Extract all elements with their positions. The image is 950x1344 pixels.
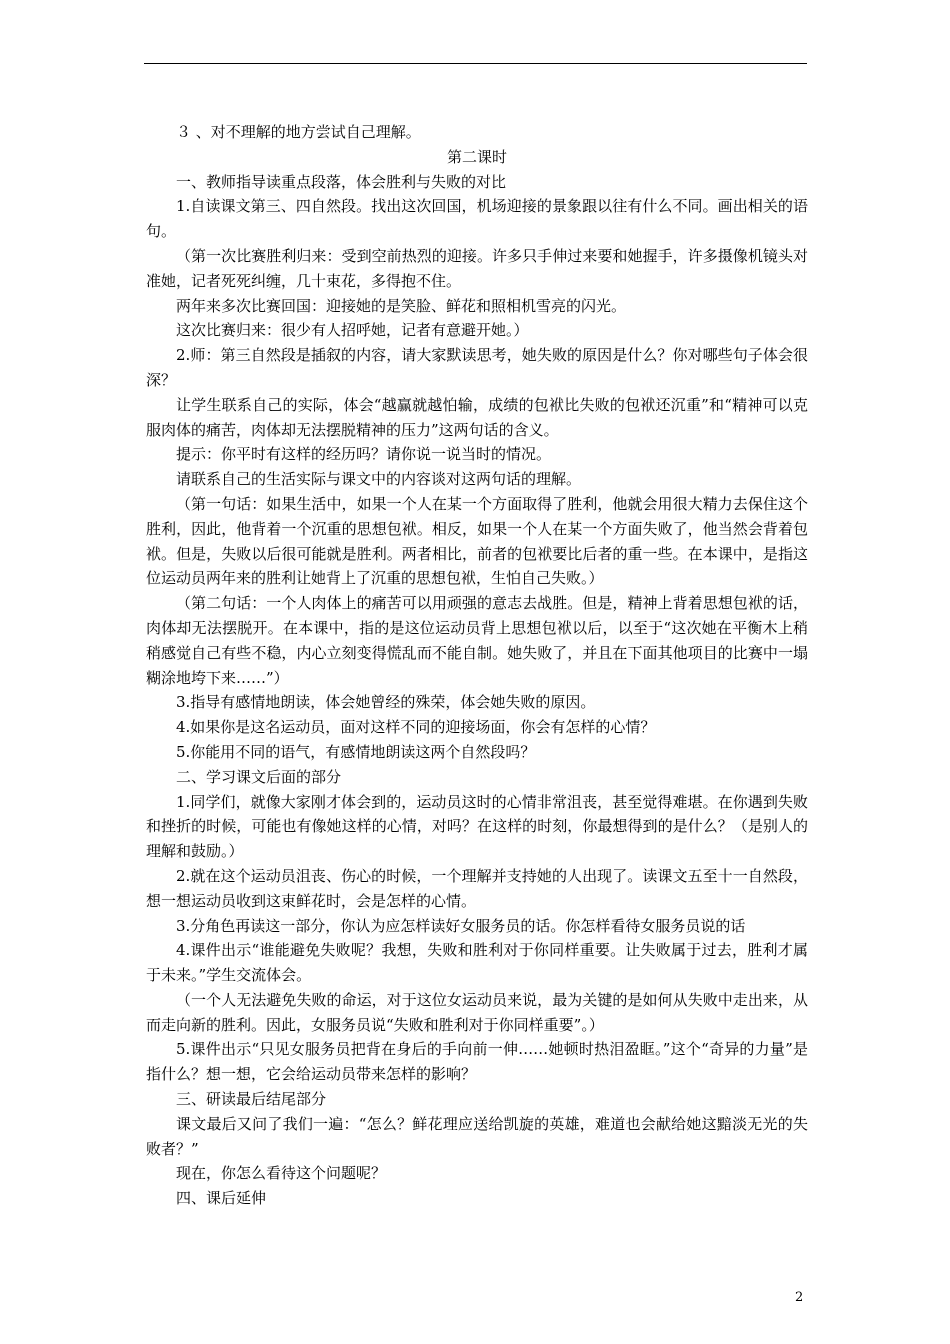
paragraph: 5.课件出示“只见女服务员把背在身后的手向前一伸……她顿时热泪盈眶。”这个“奇异的力量”是指什么？想一想，它会给运动员带来怎样的影响？ xyxy=(146,1040,808,1084)
paragraph: 让学生联系自己的实际，体会“越赢就越怕输，成绩的包袱比失败的包袱还沉重”和“精神可以克服肉体的痛苦，肉体却无法摆脱精神的压力”这两句话的含义。 xyxy=(146,395,808,439)
page-number: 2 xyxy=(795,1290,804,1305)
heading-part-4: 四、课后延伸 xyxy=(176,1189,267,1208)
paragraph: （第一句话：如果生活中，如果一个人在某一个方面取得了胜利，他就会用很大精力去保住这个胜利，因此，他背着一个沉重的思想包袱。相反，如果一个人在某一个方面失败了，他当然会背着包袱。但是，失败以后很可能就是胜利。两者相比，前者的包袱要比后者的重一些。在本课中，是指这位运动员两年来的胜利让她背上了沉重的思想包袱，生怕自己失败。） xyxy=(146,494,808,588)
paragraph: （第二句话：一个人肉体上的痛苦可以用顽强的意志去战胜。但是，精神上背着思想包袱的话，肉体却无法摆脱开。在本课中，指的是这位运动员背上思想包袱以后，以至于“这次她在平衡木上稍稍感觉自己有些不稳，内心立刻变得慌乱而不能自制。她失败了，并且在下面其他项目的比赛中一塌糊涂地垮下来……”） xyxy=(146,594,808,687)
paragraph: 4.课件出示“谁能避免失败呢？我想，失败和胜利对于你同样重要。让失败属于过去，胜利才属于未来。”学生交流体会。 xyxy=(146,941,808,985)
paragraph: 请联系自己的生活实际与课文中的内容谈对这两句话的理解。 xyxy=(176,470,582,489)
heading-part-2: 二、学习课文后面的部分 xyxy=(176,767,342,786)
paragraph: 2.师：第三自然段是插叙的内容，请大家默读思考，她失败的原因是什么？你对哪些句子体会很深？ xyxy=(146,346,808,389)
paragraph: 这次比赛归来：很少有人招呼她，记者有意避开她。） xyxy=(176,321,529,340)
heading-part-1: 一、教师指导读重点段落，体会胜利与失败的对比 xyxy=(176,172,507,191)
paragraph: （第一次比赛胜利归来：受到空前热烈的迎接。许多只手伸过来要和她握手，许多摄像机镜头对准她，记者死死纠缠，几十束花，多得抱不住。 xyxy=(146,246,808,290)
paragraph: 1.自读课文第三、四自然段。找出这次回国，机场迎接的景象跟以往有什么不同。画出相关的语句。 xyxy=(146,197,808,241)
document-body xyxy=(146,120,808,1211)
paragraph: 提示：你平时有这样的经历吗？请你说一说当时的情况。 xyxy=(176,445,552,464)
paragraph: （一个人无法避免失败的命运，对于这位女运动员来说，最为关键的是如何从失败中走出来，从而走向新的胜利。因此，女服务员说“失败和胜利对于你同样重要”。） xyxy=(146,990,808,1034)
paragraph: 课文最后又问了我们一遍：“怎么？鲜花理应送给凯旋的英雄，难道也会献给她这黯淡无光的失败者？” xyxy=(146,1114,808,1158)
paragraph: 3.指导有感情地朗读，体会她曾经的殊荣，体会她失败的原因。 xyxy=(176,693,596,712)
section-title-second-lesson: 第二课时 xyxy=(446,147,507,166)
paragraph-step-3: ３ 、对不理解的地方尝试自己理解。 xyxy=(176,123,421,141)
paragraph: 5.你能用不同的语气，有感情地朗读这两个自然段吗？ xyxy=(176,742,536,761)
paragraph: 4.如果你是这名运动员，面对这样不同的迎接场面，你会有怎样的心情？ xyxy=(176,718,656,737)
paragraph: 2.就在这个运动员沮丧、伤心的时候，一个理解并支持她的人出现了。读课文五至十一自然段，想一想运动员收到这束鲜花时，会是怎样的心情。 xyxy=(146,866,808,910)
paragraph: 现在，你怎么看待这个问题呢？ xyxy=(176,1164,387,1183)
paragraph: 1.同学们，就像大家刚才体会到的，运动员这时的心情非常沮丧，甚至觉得难堪。在你遇到失败和挫折的时候，可能也有像她这样的心情，对吗？在这样的时刻，你最想得到的是什么？（是别人的理解和鼓励。） xyxy=(146,792,808,861)
paragraph: 两年来多次比赛回国：迎接她的是笑脸、鲜花和照相机雪亮的闪光。 xyxy=(176,296,627,315)
heading-part-3: 三、研读最后结尾部分 xyxy=(176,1090,327,1109)
paragraph: 3.分角色再读这一部分，你认为应怎样读好女服务员的话。你怎样看待女服务员说的话 xyxy=(176,916,746,935)
header-rule xyxy=(144,63,807,64)
